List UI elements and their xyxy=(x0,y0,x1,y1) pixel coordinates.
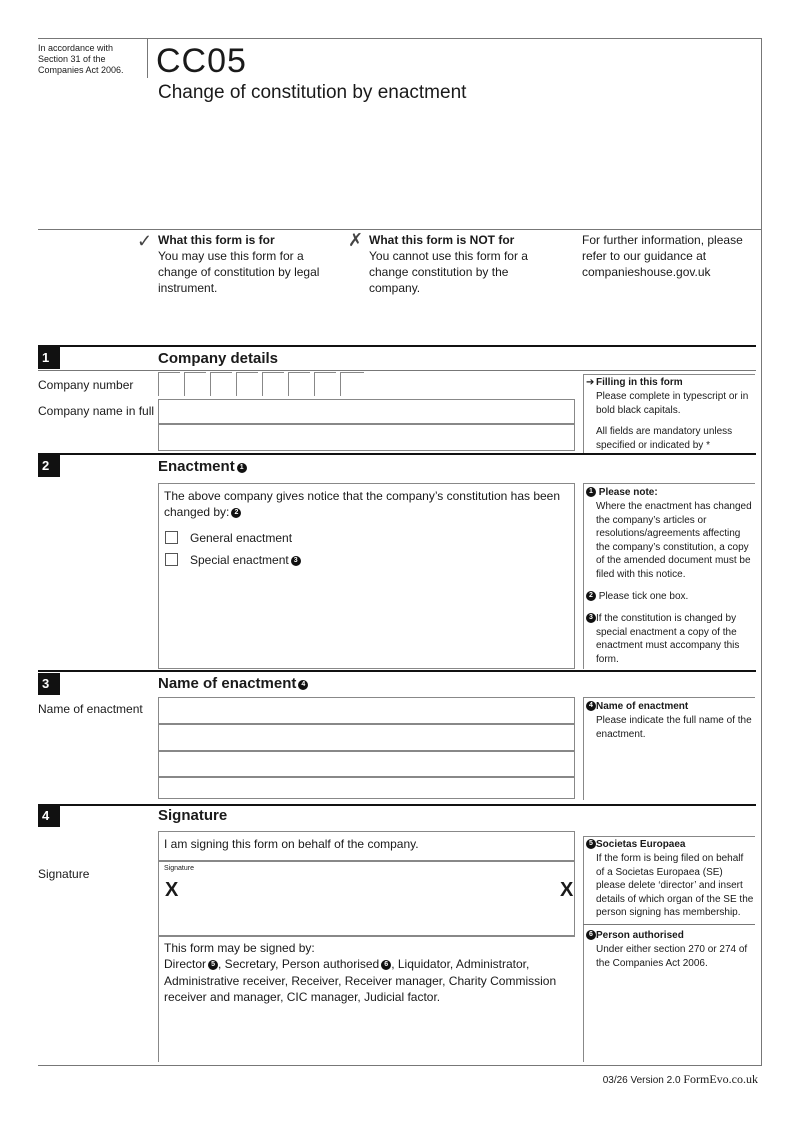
note-2-marker: 2 xyxy=(231,508,241,518)
footer-rule xyxy=(38,1065,762,1066)
footer-version: 03/26 Version 2.0 xyxy=(602,1075,681,1086)
filling-note-text1: Please complete in typescript or in bold black capitals. xyxy=(596,391,749,416)
checkmark-icon: ✓ xyxy=(137,231,153,251)
section4-notes-divider xyxy=(583,924,755,925)
company-number-char-2[interactable] xyxy=(184,372,206,396)
note2 xyxy=(586,590,752,604)
filling-note-text2: All fields are mandatory unless specified or indicated by * xyxy=(596,426,733,451)
for-text: You may use this form for a change of constitution by legal instrument. xyxy=(158,249,320,295)
note6-text: Under either section 270 or 274 of the Companies Act 2006. xyxy=(596,944,748,969)
cross-icon: ✗ xyxy=(348,230,364,250)
declaration-text: I am signing this form on behalf of the company. xyxy=(164,837,419,851)
company-number-char-1[interactable] xyxy=(158,372,180,396)
form-title: Change of constitution by enactment xyxy=(158,82,467,103)
note4-title: Name of enactment xyxy=(596,701,689,712)
signers-liquidator: , Liquidator, Administrator, xyxy=(391,957,530,971)
not-for-text: You cannot use this form for a change constitution by the company. xyxy=(369,249,528,295)
note3-number: 3 xyxy=(586,613,596,623)
footer-brand: FormEvo.co.uk xyxy=(683,1072,758,1086)
enactment-name-field-4[interactable] xyxy=(158,777,575,799)
signature-x-left: X xyxy=(165,879,179,901)
note1 xyxy=(586,486,752,500)
company-name-field-2[interactable] xyxy=(158,424,575,451)
signature-field[interactable] xyxy=(158,861,575,936)
company-name-label: Company name in full xyxy=(38,404,155,418)
section1-rule xyxy=(38,345,756,347)
company-number-char-5[interactable] xyxy=(262,372,284,396)
note5 xyxy=(586,838,752,852)
company-number-char-3[interactable] xyxy=(210,372,232,396)
note3-text: If the constitution is changed by special enactment a copy of the enactment must accompany this form. xyxy=(596,613,740,665)
intro-divider xyxy=(38,229,762,230)
signature-box-label: Signature xyxy=(164,865,194,872)
signers-director: Director xyxy=(164,957,207,971)
note6-title: Person authorised xyxy=(596,930,684,941)
note-5-marker: 5 xyxy=(208,960,218,970)
footer-text xyxy=(603,1072,758,1087)
arrow-icon: ➔ xyxy=(586,377,595,388)
signature-label: Signature xyxy=(38,867,90,881)
note1-number: 1 xyxy=(586,487,596,497)
section1-number: 1 xyxy=(38,347,60,369)
further-info: For further information, please refer to our guidance at companieshouse.gov.uk xyxy=(582,233,743,279)
note-3-marker: 3 xyxy=(291,556,301,566)
general-enactment-label: General enactment xyxy=(190,531,293,545)
right-border xyxy=(761,38,762,1066)
section2-rule xyxy=(38,453,756,455)
section2-number: 2 xyxy=(38,455,60,477)
section3-rule xyxy=(38,670,756,672)
company-number-label: Company number xyxy=(38,378,134,392)
note3-number-wrap xyxy=(586,612,596,626)
company-number-char-6[interactable] xyxy=(288,372,310,396)
note6-number: 6 xyxy=(586,930,596,940)
note4-text: Please indicate the full name of the enactment. xyxy=(596,715,752,740)
note-1-marker: 1 xyxy=(237,463,247,473)
note4 xyxy=(586,700,752,714)
note6 xyxy=(586,929,752,943)
note5-text: If the form is being filed on behalf of a Societas Europaea (SE) please delete ‘director’ and insert details of which organ of the SE the person signing has membership. xyxy=(596,853,754,918)
signature-x-right: X xyxy=(560,879,574,901)
section3-number: 3 xyxy=(38,673,60,695)
enactment-intro-text: The above company gives notice that the company’s constitution has been changed by: xyxy=(164,489,561,519)
legal-reference: In accordance with Section 31 of the Companies Act 2006. xyxy=(38,43,124,75)
enactment-name-field-1[interactable] xyxy=(158,697,575,724)
name-of-enactment-label: Name of enactment xyxy=(38,702,143,716)
enactment-name-field-2[interactable] xyxy=(158,724,575,751)
enactment-name-field-3[interactable] xyxy=(158,751,575,777)
note-4-marker: 4 xyxy=(298,680,308,690)
note1-text: Where the enactment has changed the company’s articles or resolutions/agreements affecting the company’s constitution, a copy of the amended document must be filed with this notice. xyxy=(596,501,752,580)
company-number-char-7[interactable] xyxy=(314,372,336,396)
note5-number: 5 xyxy=(586,839,596,849)
section4-rule xyxy=(38,804,756,806)
for-title: What this form is for xyxy=(158,233,275,247)
note-6-marker: 6 xyxy=(381,960,391,970)
signers-secretary: , Secretary, Person authorised xyxy=(218,957,380,971)
note1-title: Please note: xyxy=(598,487,658,498)
special-enactment-text: Special enactment xyxy=(190,553,289,567)
signers-line1 xyxy=(164,956,574,972)
note2-text: Please tick one box. xyxy=(598,591,689,602)
section1-heading: Company details xyxy=(158,350,279,367)
enactment-intro xyxy=(164,488,564,520)
filling-note-title: Filling in this form xyxy=(596,377,683,388)
note5-title: Societas Europaea xyxy=(596,839,686,850)
section2-heading xyxy=(158,458,247,475)
note4-number: 4 xyxy=(586,701,596,711)
section3-heading xyxy=(158,675,308,692)
general-enactment-checkbox[interactable] xyxy=(165,531,178,544)
special-enactment-label xyxy=(190,552,301,568)
note2-number: 2 xyxy=(586,591,596,601)
not-for-title: What this form is NOT for xyxy=(369,233,515,247)
company-number-char-4[interactable] xyxy=(236,372,258,396)
signers-intro: This form may be signed by: xyxy=(164,941,315,955)
section4-number: 4 xyxy=(38,805,60,827)
form-code: CC05 xyxy=(156,42,247,80)
section4-heading: Signature xyxy=(158,807,228,824)
company-number-char-8[interactable] xyxy=(340,372,364,396)
signers-rest: Administrative receiver, Receiver, Receiver manager, Charity Commission receiver and manager, CIC manager, Judicial factor. xyxy=(164,974,557,1004)
company-name-field-1[interactable] xyxy=(158,399,575,424)
section3-heading-text: Name of enactment xyxy=(158,675,297,692)
special-enactment-checkbox[interactable] xyxy=(165,553,178,566)
section2-heading-text: Enactment xyxy=(158,458,235,475)
section1-subrule xyxy=(38,370,756,371)
header-divider xyxy=(147,38,148,78)
